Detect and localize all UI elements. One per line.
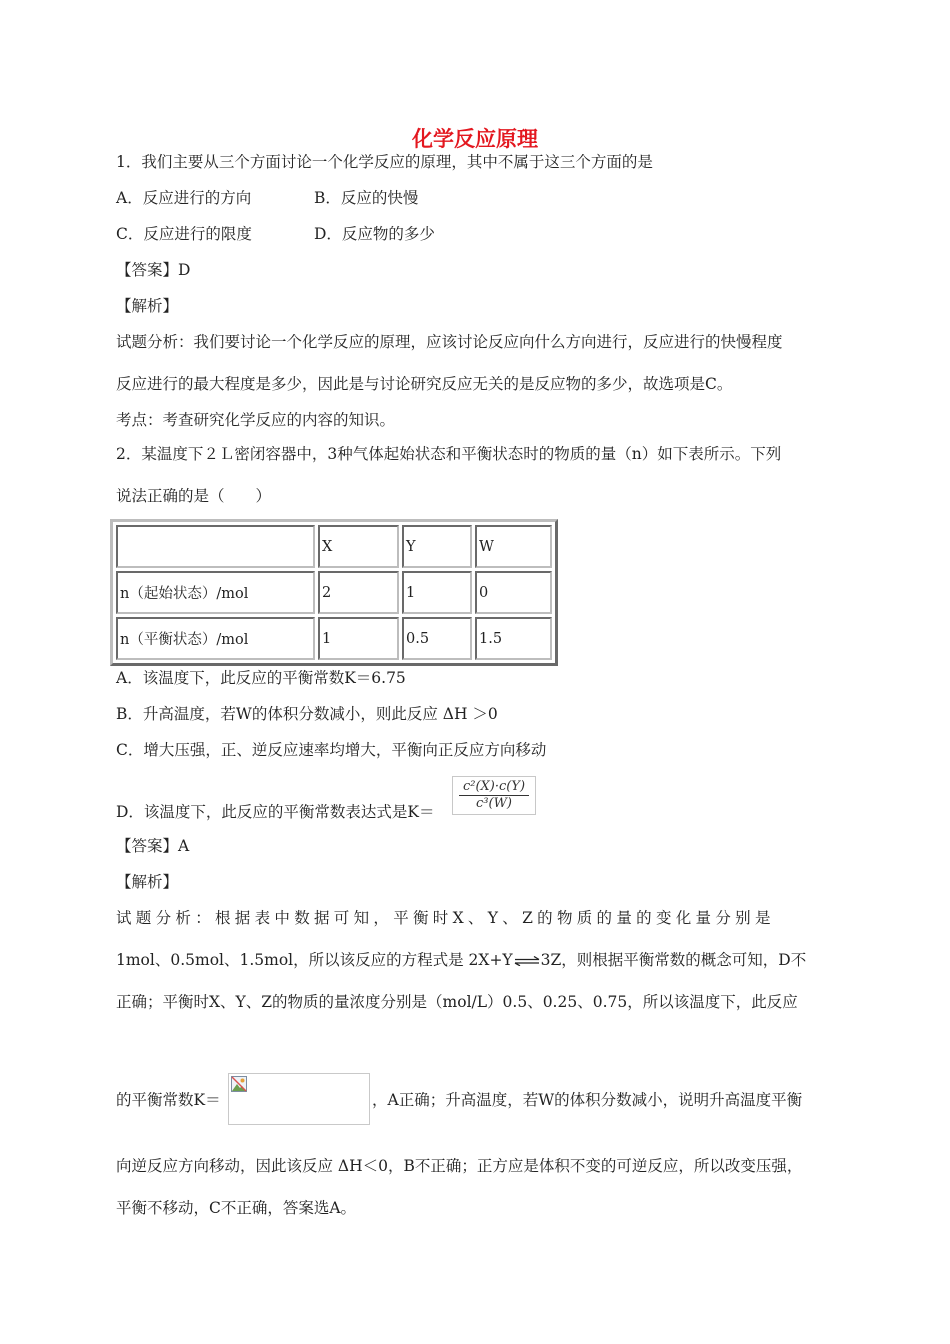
table-row-label: n（平衡状态）/mol [116,617,315,660]
table-cell: 0 [475,571,552,614]
data-table [110,519,558,666]
page-title: 化学反应原理 [412,127,538,151]
q1-analysis-label: 【解析】 [116,297,179,315]
q2-analysis-label: 【解析】 [116,873,179,891]
q2-analysis-line-2 [116,950,806,970]
fraction-numerator: c²(X)·c(Y) [462,779,526,794]
table-header-w: W [475,525,552,568]
fraction-denominator: c³(W) [476,796,512,811]
reversible-arrow-icon [514,956,540,966]
q1-option-d: D．反应物的多少 [314,225,435,243]
table-cell: 0.5 [402,617,472,660]
q1-option-a: A．反应进行的方向 [116,189,252,207]
q2-answer: 【答案】A [116,837,190,855]
table-cell: 1.5 [475,617,552,660]
table-cell: 1 [402,571,472,614]
broken-image-placeholder [228,1073,370,1125]
broken-image-icon [231,1076,247,1092]
q1-option-c: C．反应进行的限度 [116,225,252,243]
table-row [116,617,552,660]
table-header-x: X [318,525,399,568]
table-cell: 2 [318,571,399,614]
q2-analysis-line-6: 平衡不移动，C不正确，答案选A。 [116,1199,357,1217]
q2-analysis-line-1: 试题分析：根据表中数据可知，平衡时X、Y、Z的物质的量的变化量分别是 [116,909,775,927]
table-header-y: Y [402,525,472,568]
q1-stem: 1．我们主要从三个方面讨论一个化学反应的原理，其中不属于这三个方面的是 [116,153,653,171]
q2-analysis-line-3: 正确；平衡时X、Y、Z的物质的量浓度分别是（mol/L）0.5、0.25、0.75，所以该温度下，此反应 [116,993,798,1011]
q2-stem-line-1: 2．某温度下２Ｌ密闭容器中，3种气体起始状态和平衡状态时的物质的量（n）如下表所示。下列 [116,445,782,463]
table-row-label: n（起始状态）/mol [116,571,315,614]
q2-option-a: A．该温度下，此反应的平衡常数K＝6.75 [116,669,406,687]
table-row [116,571,552,614]
q2-option-b: B．升高温度，若W的体积分数减小，则此反应 ΔH ＞0 [116,705,498,723]
q2-analysis-line-4-end: ，A正确；升高温度，若W的体积分数减小，说明升高温度平衡 [372,1091,803,1109]
q1-answer: 【答案】D [116,261,191,279]
q1-analysis-line-2: 反应进行的最大程度是多少，因此是与讨论研究反应无关的是反应物的多少，故选项是C。 [116,375,733,393]
table-cell: 1 [318,617,399,660]
table-cell [116,525,315,568]
analysis-text: 1mol、0.5mol、1.5mol，所以该反应的方程式是 2X+Y [116,951,513,969]
analysis-text: 3Z，则根据平衡常数的概念可知，D不 [540,951,807,969]
q2-option-c: C．增大压强，正、逆反应速率均增大，平衡向正反应方向移动 [116,741,547,759]
q2-option-d: D．该温度下，此反应的平衡常数表达式是K＝ [116,803,435,821]
q1-option-b: B．反应的快慢 [314,189,419,207]
equilibrium-expression-image [452,776,536,815]
q1-analysis-line-3: 考点：考查研究化学反应的内容的知识。 [116,411,396,429]
q2-analysis-line-5: 向逆反应方向移动，因此该反应 ΔH＜0，B不正确；正方应是体积不变的可逆反应，所以改变压强， [116,1157,803,1175]
table-header-row [116,525,552,568]
q1-analysis-line-1: 试题分析：我们要讨论一个化学反应的原理，应该讨论反应向什么方向进行，反应进行的快慢程度 [116,333,783,351]
q2-stem-line-2: 说法正确的是（ ） [116,487,272,505]
q2-analysis-line-4-start: 的平衡常数K＝ [116,1091,221,1109]
